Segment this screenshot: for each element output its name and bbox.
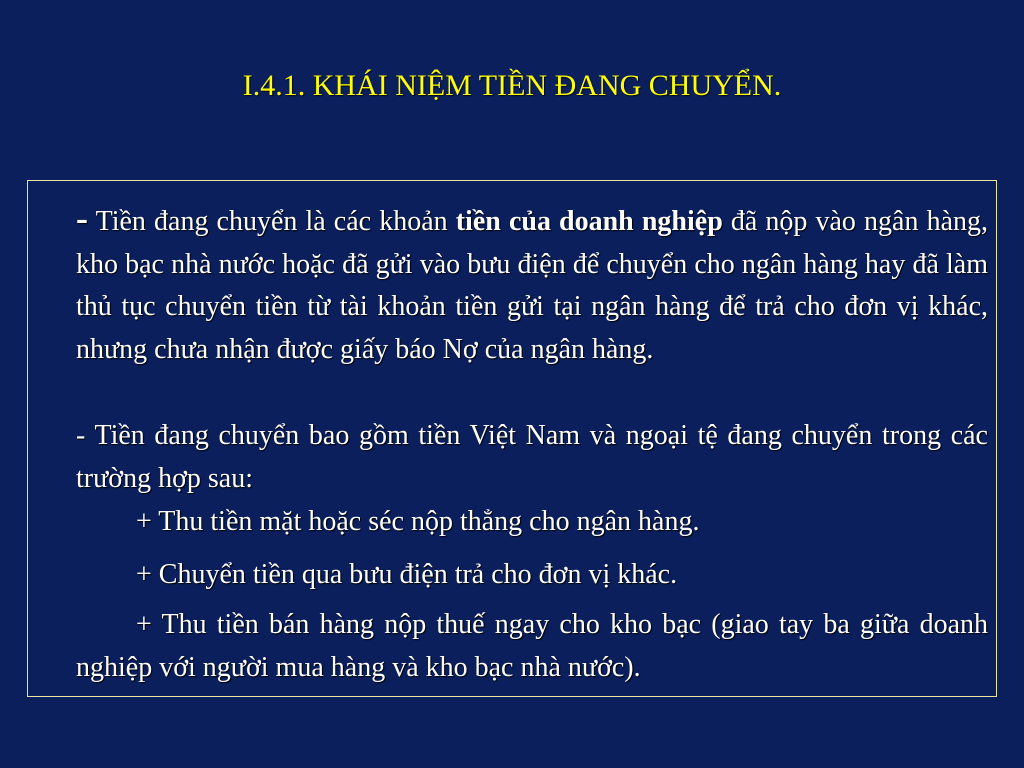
slide-title: I.4.1. KHÁI NIỆM TIỀN ĐANG CHUYỂN. [242,69,782,102]
definition-text-start: Tiền đang chuyển là các khoản [88,206,456,237]
definition-emphasis: tiền của doanh nghiệp [455,206,723,237]
list-item-case-3: + Thu tiền bán hàng nộp thuế ngay cho kho bạc (giao tay ba giữa doanh nghiệp với người mua hàng và kho bạc nhà nước). [76,609,988,683]
bullet-dash: - [76,198,88,238]
definition-text-end: đã nộp vào ngân hàng, kho bạc nhà nước hoặc đã gửi vào bưu điện để chuyển cho ngân hàng hay đã làm thủ tục chuyển tiền từ tài khoản tiền gửi tại ngân hàng để trả cho đơn vị khác, nhưng chưa nhận được giấy báo Nợ của ngân hàng. [76,206,988,365]
paragraph-definition [76,197,988,371]
content-box [27,180,997,697]
paragraph-scope: - Tiền đang chuyển bao gồm tiền Việt Nam và ngoại tệ đang chuyển trong các trường hợp sau: [76,420,988,494]
list-item-case-2: + Chuyển tiền qua bưu điện trả cho đơn vị khác. [136,559,678,590]
list-item-case-1: + Thu tiền mặt hoặc séc nộp thẳng cho ngân hàng. [136,506,700,537]
